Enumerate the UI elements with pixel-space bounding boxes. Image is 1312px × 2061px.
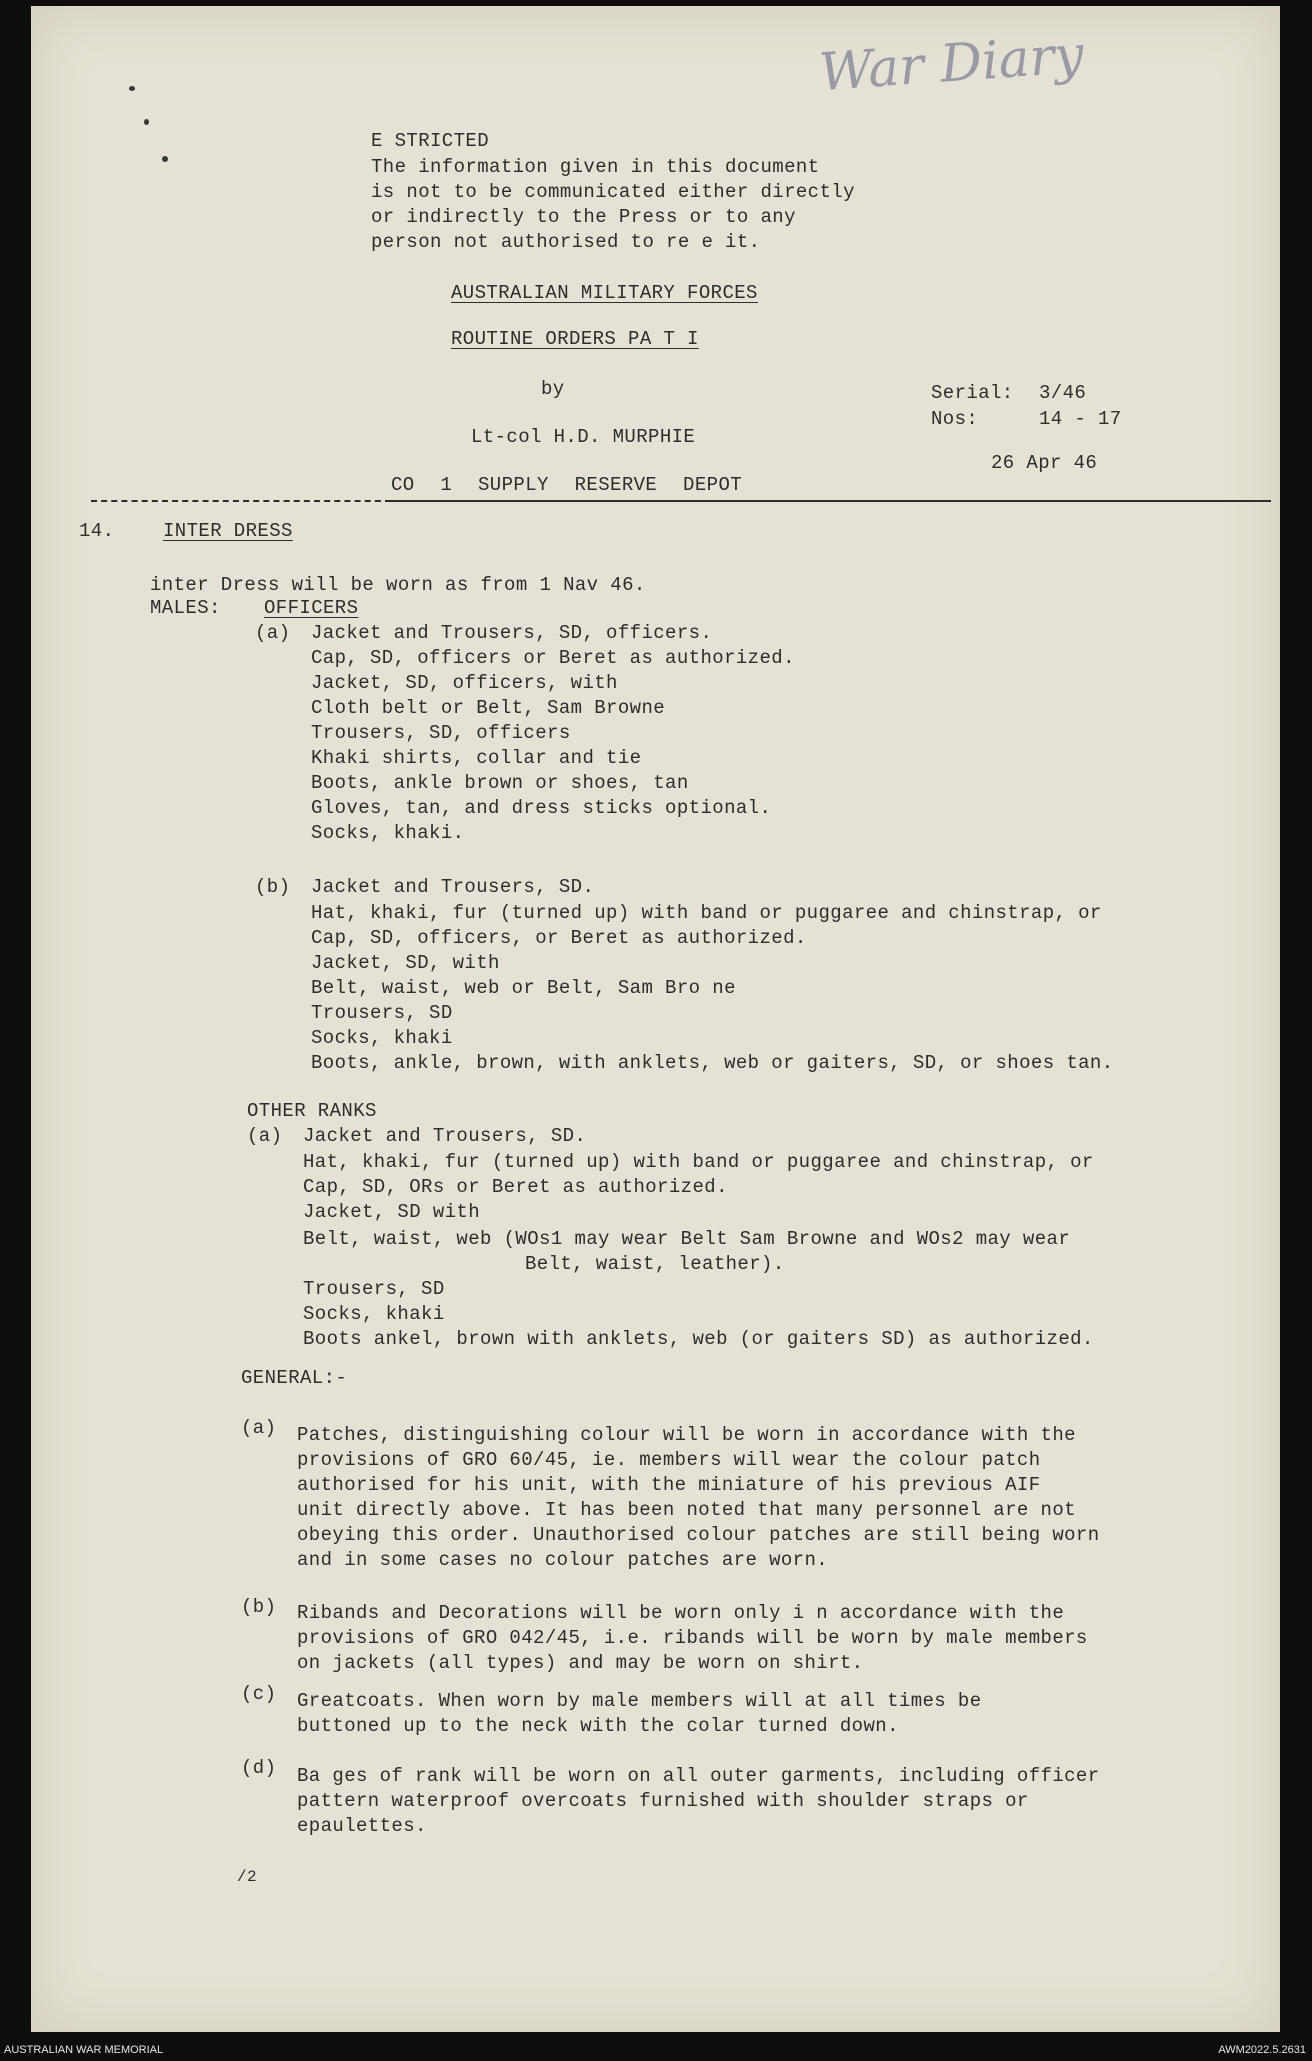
list-item: Khaki shirts, collar and tie [311,747,642,769]
list-item: Jacket and Trousers, SD. [303,1125,587,1147]
list-item: Boots ankel, brown with anklets, web (or gaiters SD) as authorized. [303,1328,1094,1350]
unit-name: CO 1 SUPPLY RESERVE DEPOT [391,474,743,496]
list-item: Gloves, tan, and dress sticks optional. [311,797,772,819]
paragraph-line: provisions of GRO 60/45, ie. members will wear the colour patch [297,1449,1041,1471]
other-ranks-label: OTHER RANKS [247,1100,377,1122]
paragraph-line: Ribands and Decorations will be worn only i n accordance with the [297,1602,1065,1624]
item-label: (a) [241,1417,277,1439]
list-item: Jacket, SD, officers, with [311,672,618,694]
list-item: Trousers, SD [311,1002,453,1024]
item-label: (b) [241,1596,277,1618]
handwritten-note: War Diary [817,24,1086,104]
footer-credit: AUSTRALIAN WAR MEMORIAL [4,2044,164,2056]
list-item: Cap, SD, officers, or Beret as authorized. [311,927,807,949]
nos-value: 14 - 17 [1039,408,1122,430]
section-number: 14. [79,520,115,542]
males-label: MALES: [150,597,221,619]
list-item: Jacket, SD, with [311,952,500,974]
orders-title: ROUTINE ORDERS PA T I [451,328,699,350]
list-item: Trousers, SD, officers [311,722,571,744]
serial-label: Serial: [931,382,1014,404]
list-item: Socks, khaki. [311,822,465,844]
order-date: 26 Apr 46 [991,452,1098,474]
list-item: Jacket and Trousers, SD, officers. [311,622,713,644]
nos-label: Nos: [931,408,979,430]
header-rule-dashed [91,500,391,504]
section-intro: inter Dress will be worn as from 1 Nav 46. [150,574,646,596]
list-item: Belt, waist, leather). [525,1253,785,1275]
paragraph-line: epaulettes. [297,1815,427,1837]
paragraph-line: obeying this order. Unauthorised colour patches are still being worn [297,1524,1100,1546]
list-item: Belt, waist, web (WOs1 may wear Belt Sam Browne and WOs2 may wear [303,1228,1071,1250]
header-rule [391,500,1271,502]
forces-title: AUSTRALIAN MILITARY FORCES [451,282,758,304]
list-item: Cloth belt or Belt, Sam Browne [311,697,666,719]
list-item: Belt, waist, web or Belt, Sam Bro ne [311,977,736,999]
restriction-line: or indirectly to the Press or to any [371,206,796,228]
paragraph-line: provisions of GRO 042/45, i.e. ribands will be worn by male members [297,1627,1088,1649]
restriction-line: The information given in this document [371,156,820,178]
paragraph-line: Patches, distinguishing colour will be worn in accordance with the [297,1424,1076,1446]
paragraph-line: unit directly above. It has been noted that many personnel are not [297,1499,1076,1521]
item-label: (a) [255,622,291,644]
serial-value: 3/46 [1039,382,1087,404]
list-item: Cap, SD, officers or Beret as authorized. [311,647,795,669]
list-item: Hat, khaki, fur (turned up) with band or puggaree and chinstrap, or [303,1151,1094,1173]
paper-blemish [144,119,149,125]
paragraph-line: authorised for his unit, with the miniature of his previous AIF [297,1474,1041,1496]
item-label: (c) [241,1683,277,1705]
page-mark: /2 [237,1868,258,1886]
document-page [31,6,1280,2032]
commander-name: Lt-col H.D. MURPHIE [471,426,696,448]
by-label: by [541,378,565,400]
paragraph-line: on jackets (all types) and may be worn on shirt. [297,1652,864,1674]
general-label: GENERAL:- [241,1367,348,1389]
paragraph-line: and in some cases no colour patches are worn. [297,1549,829,1571]
footer-accession-number: AWM2022.5.2631 [1218,2044,1306,2056]
restriction-line: is not to be communicated either directly [371,181,855,203]
paragraph-line: pattern waterproof overcoats furnished with shoulder straps or [297,1790,1029,1812]
paragraph-line: Greatcoats. When worn by male members will at all times be [297,1690,982,1712]
list-item: Socks, khaki [303,1303,445,1325]
list-item: Cap, SD, ORs or Beret as authorized. [303,1176,728,1198]
paper-blemish [129,86,135,91]
item-label: (b) [255,876,291,898]
restriction-line: person not authorised to re e it. [371,231,761,253]
list-item: Hat, khaki, fur (turned up) with band or puggaree and chinstrap, or [311,902,1102,924]
list-item: Jacket, SD with [303,1201,481,1223]
list-item: Trousers, SD [303,1278,445,1300]
paragraph-line: buttoned up to the neck with the colar turned down. [297,1715,899,1737]
restriction-line: E STRICTED [371,130,490,152]
item-label: (a) [247,1125,283,1147]
officers-label: OFFICERS [264,597,359,619]
paper-blemish [162,156,168,162]
list-item: Boots, ankle, brown, with anklets, web or gaiters, SD, or shoes tan. [311,1052,1114,1074]
paragraph-line: Ba ges of rank will be worn on all outer garments, including officer [297,1765,1100,1787]
list-item: Boots, ankle brown or shoes, tan [311,772,689,794]
list-item: Jacket and Trousers, SD. [311,876,595,898]
list-item: Socks, khaki [311,1027,453,1049]
section-heading: INTER DRESS [163,520,293,542]
item-label: (d) [241,1757,277,1779]
